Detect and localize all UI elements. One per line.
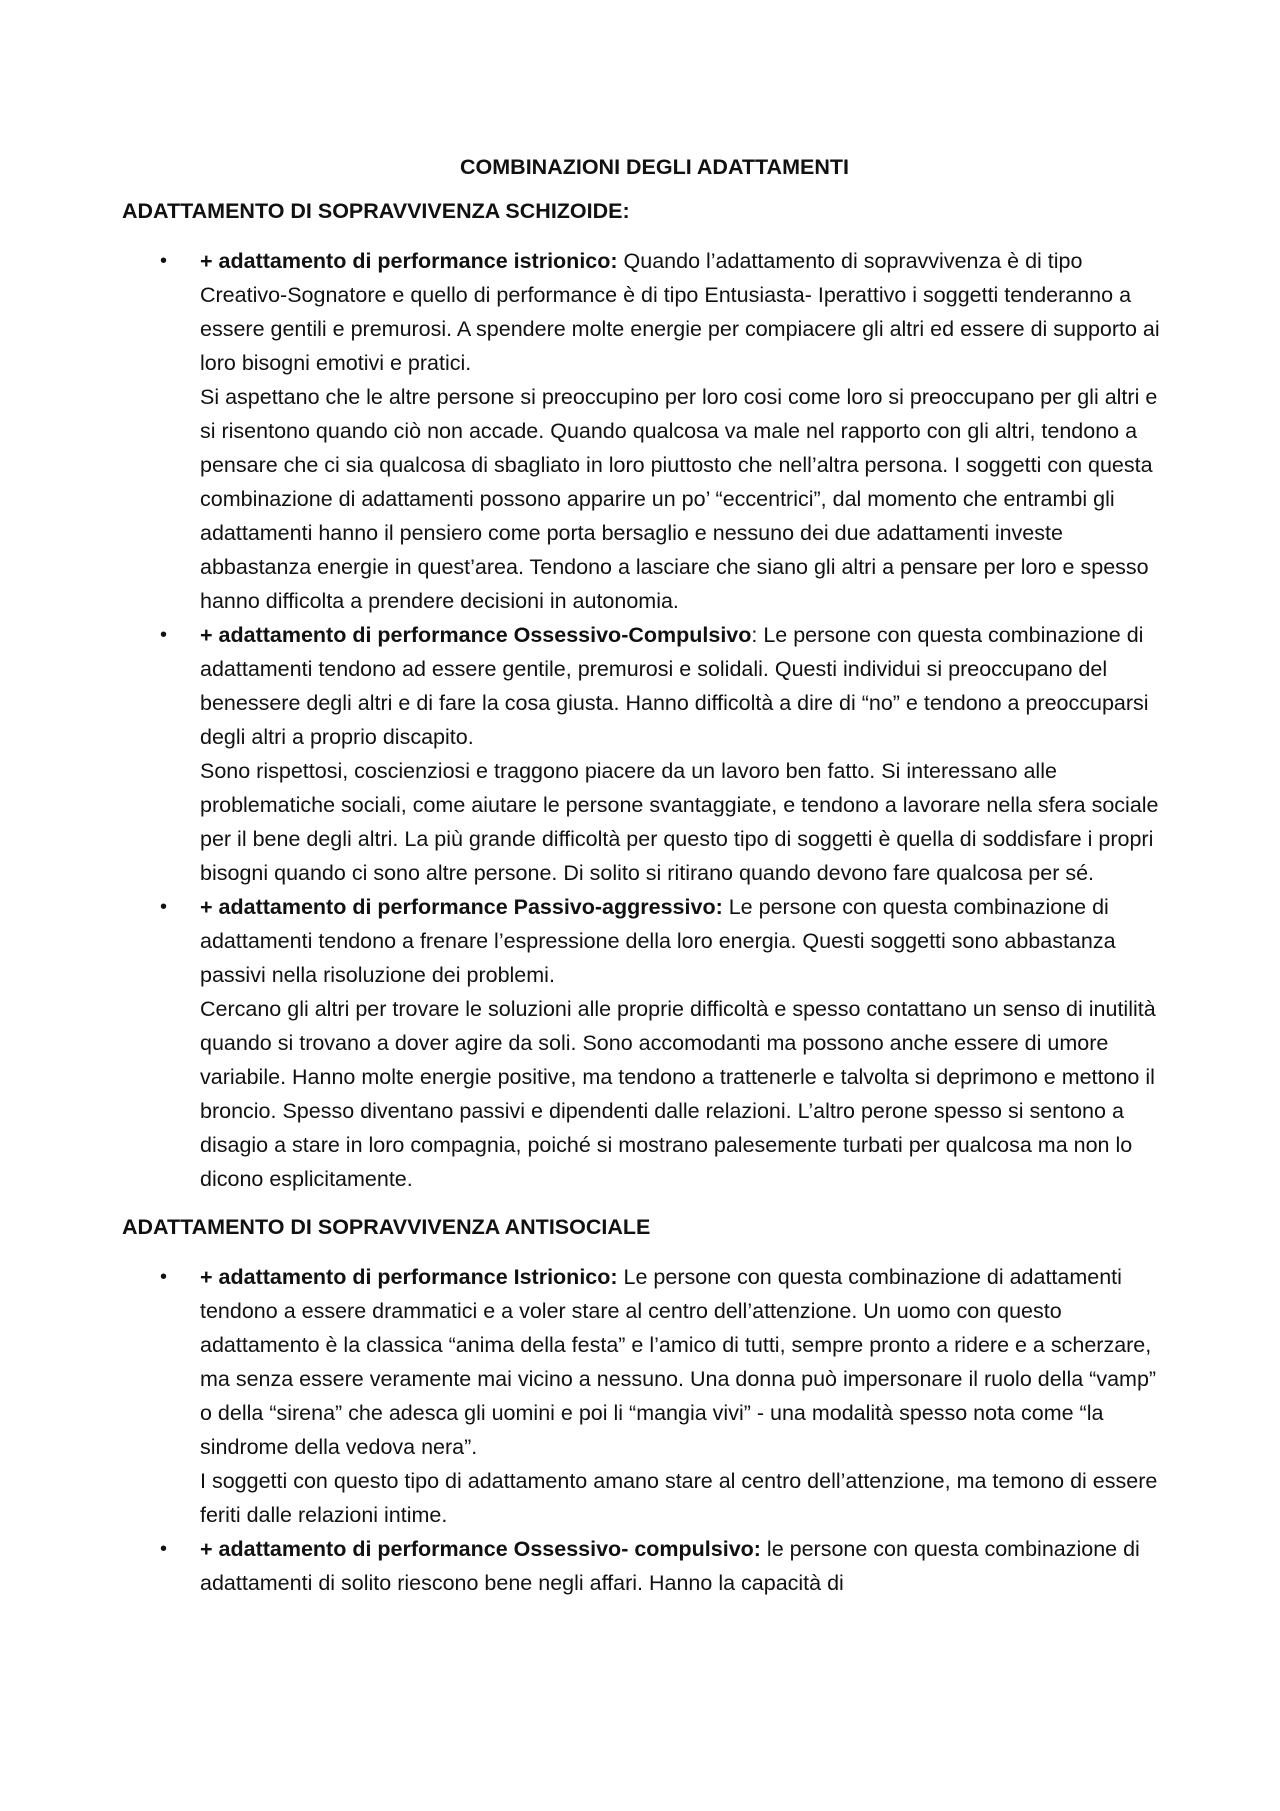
item-continuation: I soggetti con questo tipo di adattamento amano stare al centro dell’attenzione, ma temono di essere feriti dalle relazioni intime. <box>200 1469 1158 1527</box>
bullet-icon: • <box>160 250 168 272</box>
item-paragraph <box>200 890 1167 992</box>
list-item <box>122 618 1167 890</box>
item-text: Le persone con questa combinazione di adattamenti tendono a frenare l’espressione della loro energia. Questi soggetti sono abbastanza passivi nella risoluzione dei problemi. <box>200 895 1116 987</box>
item-paragraph <box>200 244 1167 380</box>
list-item <box>122 244 1167 618</box>
item-text: Quando l’adattamento di sopravvivenza è di tipo Creativo-Sognatore e quello di performance è di tipo Entusiasta- Iperattivo i soggetti tenderanno a essere gentili e premurosi. A spendere molte energie per compiacere gli altri ed essere di supporto ai loro bisogni emotivi e pratici. <box>200 249 1160 375</box>
item-paragraph <box>200 1260 1167 1464</box>
bullet-icon: • <box>160 1538 168 1560</box>
item-paragraph <box>200 618 1167 754</box>
bullet-list-schizoide <box>122 244 1167 1196</box>
bullet-icon: • <box>160 896 168 918</box>
list-item <box>122 1260 1167 1532</box>
section-heading-antisociale: ADATTAMENTO DI SOPRAVVIVENZA ANTISOCIALE <box>122 1215 651 1239</box>
item-lead: + adattamento di performance Ossessivo- compulsivo: <box>200 1537 761 1561</box>
item-continuation: Cercano gli altri per trovare le soluzioni alle proprie difficoltà e spesso contattano un senso di inutilità quando si trovano a dover agire da soli. Sono accomodanti ma possono anche essere di umore variabile. Hanno molte energie positive, ma tendono a trattenerle e talvolta si deprimono e mettono il broncio. Spesso diventano passivi e dipendenti dalle relazioni. L’altro perone spesso si sentono a disagio a stare in loro compagnia, poiché si mostrano palesemente turbati per qualcosa ma non lo dicono esplicitamente. <box>200 997 1156 1191</box>
document-title: COMBINAZIONI DEGLI ADATTAMENTI <box>460 155 849 179</box>
item-lead: + adattamento di performance Istrionico: <box>200 1265 618 1289</box>
document-body <box>122 150 1167 1614</box>
item-lead: + adattamento di performance istrionico: <box>200 249 618 273</box>
bullet-icon: • <box>160 624 168 646</box>
list-item <box>122 1532 1167 1600</box>
item-lead: + adattamento di performance Ossessivo-Compulsivo <box>200 623 752 647</box>
item-continuation: Si aspettano che le altre persone si preoccupino per loro cosi come loro si preoccupano per gli altri e si risentono quando ciò non accade. Quando qualcosa va male nel rapporto con gli altri, tendono a pensare che ci sia qualcosa di sbagliato in loro piuttosto che nell’altra persona. I soggetti con questa combinazione di adattamenti possono apparire un po’ “eccentrici”, dal momento che entrambi gli adattamenti hanno il pensiero come porta bersaglio e nessuno dei due adattamenti investe abbastanza energie in quest’area. Tendono a lasciare che siano gli altri a pensare per loro e spesso hanno difficolta a prendere decisioni in autonomia. <box>200 385 1158 613</box>
item-text: le persone con questa combinazione di adattamenti di solito riescono bene negli affari. Hanno la capacità di <box>200 1537 1140 1595</box>
item-lead: + adattamento di performance Passivo-aggressivo: <box>200 895 723 919</box>
item-text: Le persone con questa combinazione di adattamenti tendono a essere drammatici e a voler stare al centro dell’attenzione. Un uomo con questo adattamento è la classica “anima della festa” e l’amico di tutti, sempre pronto a ridere e a scherzare, ma senza essere veramente mai vicino a nessuno. Una donna può impersonare il ruolo della “vamp” o della “sirena” che adesca gli uomini e poi li “mangia vivi” - una modalità spesso nota come “la sindrome della vedova nera”. <box>200 1265 1157 1459</box>
item-paragraph <box>200 1532 1167 1600</box>
list-item <box>122 890 1167 1196</box>
section-heading-schizoide: ADATTAMENTO DI SOPRAVVIVENZA SCHIZOIDE: <box>122 199 630 223</box>
item-text: : Le persone con questa combinazione di adattamenti tendono ad essere gentile, premurosi e solidali. Questi individui si preoccupano del benessere degli altri e di fare la cosa giusta. Hanno difficoltà a dire di “no” e tendono a preoccuparsi degli altri a proprio discapito. <box>200 623 1149 749</box>
bullet-icon: • <box>160 1266 168 1288</box>
item-continuation: Sono rispettosi, coscienziosi e traggono piacere da un lavoro ben fatto. Si interessano alle problematiche sociali, come aiutare le persone svantaggiate, e tendono a lavorare nella sfera sociale per il bene degli altri. La più grande difficoltà per questo tipo di soggetti è quella di soddisfare i propri bisogni quando ci sono altre persone. Di solito si ritirano quando devono fare qualcosa per sé. <box>200 759 1159 885</box>
bullet-list-antisociale <box>122 1260 1167 1600</box>
